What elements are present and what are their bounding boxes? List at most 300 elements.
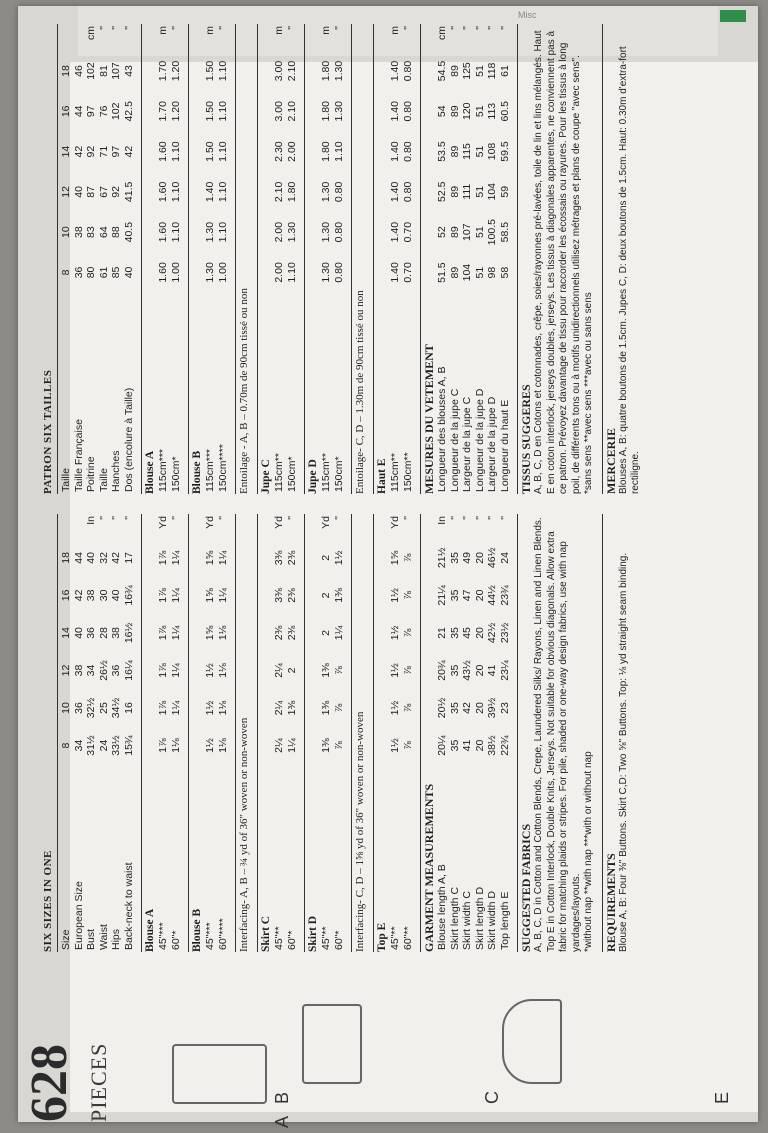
garment-sketch-e	[502, 999, 562, 1084]
table-cell: 40	[72, 627, 85, 639]
row-label: 150cm*	[332, 456, 345, 492]
table-cell: 21	[436, 627, 448, 639]
table-cell: 54.5	[436, 60, 448, 82]
table-row	[449, 514, 462, 952]
unit-cell: In	[436, 516, 448, 525]
table-cell: 21¼	[436, 585, 448, 606]
table-cell: 1.40	[389, 262, 401, 283]
unit-cell: "	[110, 26, 122, 30]
french-header: PATRON SIX TAILLES	[42, 24, 58, 494]
table-cell: 1.30	[204, 262, 216, 283]
table-row	[474, 514, 487, 952]
table-cell: 1.80	[320, 141, 332, 162]
table-row	[60, 24, 73, 494]
table-cell: 1.10	[169, 221, 182, 243]
table-cell: 0.70	[401, 221, 414, 243]
table-cell: 2.30	[273, 141, 285, 162]
table-cell: 32½	[85, 697, 97, 719]
table-cell: 2	[320, 630, 332, 636]
table-cell: 80	[85, 266, 97, 279]
table-row	[157, 514, 170, 952]
table-cell: 1⅝	[389, 550, 401, 566]
table-cell: 83	[85, 226, 97, 238]
table-cell: 26½	[97, 660, 110, 681]
table-cell: 1⅛	[216, 738, 229, 753]
table-cell: 25	[97, 702, 110, 714]
unit-cell: m	[273, 26, 285, 35]
table-cell: 67	[97, 186, 110, 198]
table-cell: 41.5	[122, 181, 135, 203]
table-cell: 71	[97, 145, 110, 158]
unit-cell: "	[486, 26, 498, 30]
table-cell: 34	[72, 739, 85, 752]
unit-cell: "	[169, 26, 182, 30]
table-row	[217, 24, 230, 494]
unit-cell: "	[473, 26, 486, 30]
table-cell: 89	[448, 185, 461, 198]
table-cell: 52.5	[436, 181, 448, 202]
table-cell: 1⅜	[320, 738, 332, 753]
unit-cell: "	[332, 26, 345, 30]
table-cell: 1½	[389, 663, 401, 678]
table-cell: 18	[60, 552, 72, 564]
table-cell: 1⅞	[157, 550, 169, 566]
table-cell: 89	[448, 226, 461, 239]
table-cell: 44	[72, 552, 85, 564]
table-cell: 35	[448, 627, 461, 639]
requirements-title: REQUIREMENTS	[602, 514, 618, 952]
unit-cell: "	[122, 516, 135, 520]
row-label: Size	[60, 929, 72, 950]
table-cell: 1.30	[204, 221, 216, 243]
unit-cell: "	[401, 516, 414, 520]
jupe-d-title: Jupe D	[307, 459, 319, 494]
table-cell: 36	[72, 266, 85, 279]
skirt-c-table	[273, 514, 298, 952]
table-cell: 2	[285, 667, 298, 674]
table-cell: 1⅜	[285, 700, 298, 716]
row-label: Longueur de la jupe D	[473, 388, 486, 492]
row-label: 60"*	[332, 930, 345, 950]
table-row	[486, 514, 499, 952]
blouse-b-table	[204, 514, 229, 952]
table-cell: 85	[110, 266, 122, 279]
table-cell: 42½	[486, 622, 498, 644]
row-label: 45"**	[320, 926, 332, 950]
table-row	[461, 24, 474, 494]
unit-cell: "	[486, 516, 498, 520]
table-cell: 35	[448, 664, 461, 677]
interfacing-cd: Interfacing- C, D – 1⅝ yd of 36" woven or non-woven	[351, 514, 367, 952]
table-row	[73, 514, 86, 952]
table-row	[436, 514, 449, 952]
row-label: Waist	[97, 924, 110, 950]
table-cell: 16½	[122, 622, 135, 644]
table-cell: 16¼	[122, 660, 135, 681]
mercerie-title: MERCERIE	[602, 24, 618, 494]
requirements-text: Blouse A, B: Four ⅜" Buttons. Skirt C,D: Two ⅝" Buttons. Top: ⅛ yd straight seam binding.	[617, 552, 629, 952]
table-cell: 43½	[461, 660, 473, 681]
table-cell: 51	[473, 105, 486, 118]
table-cell: 23¼	[498, 660, 511, 681]
table-row	[60, 514, 73, 952]
table-row	[333, 24, 346, 494]
table-cell: 1.50	[204, 60, 216, 82]
table-cell: 58.5	[498, 221, 511, 243]
table-cell: 104	[461, 263, 473, 282]
unit-cell: "	[285, 516, 298, 520]
table-cell: 43	[122, 65, 135, 77]
row-label: 60"*	[169, 930, 182, 950]
unit-cell	[60, 24, 73, 51]
table-row	[286, 24, 299, 494]
table-cell: 61	[498, 65, 511, 77]
table-cell: 20	[473, 664, 486, 677]
entoilage-ab: Entoilage - A, B – 0.70m de 90cm tissé ou non	[235, 24, 251, 494]
table-cell: 41	[461, 739, 473, 752]
table-cell: 1½	[389, 588, 401, 603]
unit-cell: m	[389, 26, 401, 35]
table-cell: 115	[461, 143, 473, 160]
table-cell: 46	[72, 65, 85, 77]
table-cell: 2¼	[273, 663, 285, 678]
unit-cell: m	[320, 26, 332, 35]
table-cell: 2.10	[285, 60, 298, 82]
row-label: Taille	[60, 468, 72, 492]
table-cell: 0.80	[332, 181, 345, 203]
table-row	[499, 24, 512, 494]
table-row	[170, 514, 183, 952]
table-cell: 92	[85, 145, 97, 158]
table-row	[110, 514, 123, 952]
table-cell: 42	[72, 589, 85, 602]
table-cell: 24	[498, 552, 511, 564]
row-label: Largeur de la jupe D	[486, 396, 498, 492]
table-cell: 42	[72, 145, 85, 158]
table-cell: 1⅞	[157, 738, 169, 753]
unit-cell: cm	[85, 26, 97, 40]
table-cell: 120	[461, 102, 473, 120]
row-label: Hanches	[110, 450, 122, 492]
table-cell: 0.80	[401, 141, 414, 162]
table-cell: 34½	[110, 697, 122, 719]
unit-cell: Yd	[273, 516, 285, 529]
table-cell: 30	[97, 589, 110, 602]
unit-cell: "	[461, 26, 473, 30]
table-cell: 23	[498, 702, 511, 714]
table-cell: 102	[110, 102, 122, 121]
unit-cell	[73, 24, 86, 51]
table-cell: 16	[60, 589, 72, 602]
table-cell: 22¾	[498, 735, 511, 756]
table-cell: 0.80	[332, 221, 345, 243]
unit-cell	[73, 514, 86, 539]
table-cell: 21½	[436, 547, 448, 569]
table-row	[402, 514, 415, 952]
table-cell: 60.5	[498, 101, 511, 122]
table-cell: 104	[486, 182, 498, 201]
row-label: Skirt width D	[486, 891, 498, 950]
table-cell: ⅞	[332, 666, 345, 675]
garment-measurements-title: GARMENT MEASUREMENTS	[420, 514, 436, 952]
garment-measurements-table	[436, 514, 511, 952]
table-cell: 23½	[498, 622, 511, 644]
table-cell: 20	[473, 589, 486, 602]
row-label: Top length E	[498, 891, 511, 950]
view-label-b: B	[272, 1091, 292, 1104]
table-cell: 8	[60, 742, 72, 749]
row-label: Longueur de la jupe C	[448, 388, 461, 492]
interfacing-ab: Interfacing- A, B – ¾ yd of 36" woven or non-woven	[235, 514, 251, 952]
row-label: 150cm*	[285, 456, 298, 492]
nap-note-fr: *sans sens **avec sens ***avec ou sans sens	[583, 292, 594, 494]
table-cell: 89	[448, 105, 461, 118]
table-cell: 51	[473, 65, 486, 77]
view-label-c: C	[482, 1091, 502, 1104]
view-label-e: E	[712, 1091, 732, 1104]
table-cell: 38½	[486, 735, 498, 756]
table-row	[474, 24, 487, 494]
table-cell: 81	[97, 65, 110, 77]
blouse-b-title: Blouse B	[191, 908, 203, 952]
row-label: Back-neck to waist	[122, 862, 135, 950]
tissus-title: TISSUS SUGGERES	[517, 24, 533, 494]
table-row	[499, 514, 512, 952]
table-row	[98, 514, 111, 952]
english-header: SIX SIZES IN ONE	[42, 514, 58, 952]
unit-cell: m	[157, 26, 169, 35]
haut-e-title: Haut E	[376, 458, 388, 494]
table-cell: 41	[486, 664, 498, 677]
table-cell: 36	[85, 627, 97, 639]
unit-cell	[60, 514, 73, 539]
row-label: 150cm*	[169, 456, 182, 492]
table-row	[273, 514, 286, 952]
table-cell: 3.00	[273, 101, 285, 122]
table-cell: 49	[461, 552, 473, 564]
size-table-en	[60, 514, 135, 952]
view-label-a: A	[272, 1115, 292, 1128]
row-label: Bust	[85, 928, 97, 950]
table-cell: 1.40	[389, 221, 401, 243]
row-label: Skirt length D	[473, 886, 486, 950]
table-row	[204, 514, 217, 952]
table-cell: 23¾	[498, 585, 511, 606]
table-cell: 12	[60, 664, 72, 677]
table-cell: 1.60	[157, 141, 169, 162]
table-cell: 1.60	[157, 262, 169, 283]
table-cell: 33½	[110, 735, 122, 756]
table-cell: ⅞	[332, 703, 345, 713]
table-cell: 2⅜	[285, 625, 298, 641]
table-cell: 98	[486, 266, 498, 279]
table-cell: 1.10	[216, 181, 229, 203]
table-cell: 35	[448, 552, 461, 564]
table-cell: 42	[461, 702, 473, 714]
table-cell: 46½	[486, 547, 498, 569]
table-cell: 20½	[436, 697, 448, 719]
top-e-title: Top E	[376, 922, 388, 952]
row-label: Taille	[97, 468, 110, 492]
table-row	[402, 24, 415, 494]
table-cell: 100.5	[486, 219, 498, 246]
brand-tag-text: Misc	[518, 10, 537, 20]
table-cell: 40	[85, 552, 97, 564]
table-row	[486, 24, 499, 494]
table-cell: 51.5	[436, 262, 448, 283]
table-cell: 1.30	[320, 262, 332, 283]
table-cell: 89	[448, 266, 461, 279]
table-cell: 1⅜	[332, 588, 345, 603]
table-cell: 59.5	[498, 141, 511, 162]
table-cell: 44	[72, 105, 85, 118]
table-cell: 34	[85, 664, 97, 677]
nap-note: *without nap **with nap ***with or without nap	[583, 751, 594, 952]
table-cell: 8	[60, 269, 72, 276]
table-cell: 1.00	[216, 262, 229, 283]
table-cell: 42.5	[122, 101, 135, 122]
table-cell: 20	[473, 739, 486, 752]
table-cell: 51	[473, 226, 486, 239]
table-cell: 1½	[204, 700, 216, 716]
skirt-c-title: Skirt C	[260, 915, 272, 952]
jupe-c-table	[273, 24, 298, 494]
table-cell: 1¼	[169, 700, 182, 716]
unit-cell: cm	[436, 26, 448, 40]
table-cell: 1½	[332, 550, 345, 566]
tissus-text: A, B, C, D en Cotons et cotonnades, crêpe, soies/rayonnes pré-lavées, toile de lin et lins mélangés. Haut E en coton interlock, jerseys doubles, jerseys. Les tissus à diagonales apparentes, ne conviennent pas à ce patron. Prévoyez davantage de tissu pour raccorder les écossais ou rayures. Pour les tissus à long poil, de différents tons ou à motifs unidirectionnels utilisez métrages et plans de coupe "avec sens".	[533, 30, 582, 494]
row-label: 45"***	[157, 922, 169, 950]
table-cell: 92	[110, 186, 122, 198]
unit-cell: In	[85, 516, 97, 525]
table-cell: 20¼	[436, 735, 448, 756]
table-cell: 1¼	[332, 625, 345, 641]
table-cell: 1.80	[285, 181, 298, 203]
table-cell: 1.60	[157, 181, 169, 203]
table-cell: 2⅜	[285, 588, 298, 603]
row-label: 115cm**	[320, 453, 332, 492]
table-row	[286, 514, 299, 952]
blouse-b-title-fr: Blouse B	[191, 450, 203, 494]
table-cell: 125	[461, 62, 473, 80]
table-cell: 1¼	[169, 663, 182, 678]
table-cell: 1.40	[389, 181, 401, 203]
unit-cell: Yd	[157, 516, 169, 529]
unit-cell: "	[401, 26, 414, 30]
table-cell: 64	[97, 226, 110, 238]
table-cell: 2.10	[273, 181, 285, 203]
unit-cell: m	[204, 26, 216, 35]
table-cell: ⅞	[401, 628, 414, 638]
table-cell: 16	[122, 702, 135, 714]
table-cell: 2¼	[273, 738, 285, 753]
row-label: 115cm**	[273, 453, 285, 492]
table-row	[273, 24, 286, 494]
table-row	[449, 24, 462, 494]
pattern-number: 628	[21, 1044, 78, 1122]
table-cell: 1⅝	[204, 625, 216, 641]
table-cell: 1.20	[169, 101, 182, 122]
row-label: 60"****	[216, 918, 229, 950]
jupe-d-table	[320, 24, 345, 494]
mercerie-text: Blouses A, B: quatre boutons de 1.5cm. Jupes C, D: deux boutons de 1.5cm. Haut: 0.30m d'extra-fort rectiligne.	[617, 46, 641, 494]
row-label: 60"*	[285, 930, 298, 950]
table-cell: 1.30	[332, 60, 345, 82]
row-label: European Size	[72, 881, 85, 950]
table-cell: 51	[473, 185, 486, 198]
table-cell: 42	[122, 145, 135, 158]
table-cell: 1½	[389, 625, 401, 641]
french-column	[42, 24, 643, 494]
table-cell: 1.50	[204, 141, 216, 162]
row-label: 150cm****	[216, 444, 229, 492]
table-cell: 12	[60, 186, 72, 198]
table-cell: 97	[110, 145, 122, 158]
unit-cell: "	[448, 26, 461, 30]
table-row	[85, 24, 98, 494]
row-label: Longueur des blouses A, B	[436, 366, 448, 492]
unit-cell: "	[97, 26, 110, 30]
table-cell: 14	[60, 627, 72, 639]
table-cell: 32	[97, 552, 110, 564]
table-cell: 20	[473, 702, 486, 714]
table-cell: 1½	[389, 738, 401, 753]
table-cell: 1½	[204, 738, 216, 753]
table-cell: 88	[110, 226, 122, 238]
garment-sketch-b	[172, 1044, 267, 1104]
unit-cell: Yd	[320, 516, 332, 529]
table-cell: 20	[473, 552, 486, 564]
table-cell: 0.80	[401, 101, 414, 122]
table-cell: 89	[448, 145, 461, 158]
table-row	[436, 24, 449, 494]
table-cell: 1.00	[169, 262, 182, 283]
table-cell: 53.5	[436, 141, 448, 162]
table-cell: 44½	[486, 585, 498, 606]
table-cell: 1.10	[216, 141, 229, 162]
table-cell: 40.5	[122, 221, 135, 243]
row-label: Dos (encolure à Taille)	[122, 387, 135, 492]
table-cell: 20	[473, 627, 486, 639]
table-cell: 1½	[204, 663, 216, 678]
unit-cell: "	[169, 516, 182, 520]
table-cell: 113	[486, 102, 498, 120]
table-cell: 20¾	[436, 660, 448, 681]
table-cell: 47	[461, 589, 473, 602]
table-cell: 1.50	[204, 101, 216, 122]
table-cell: 1.40	[389, 60, 401, 82]
size-table-fr	[60, 24, 135, 494]
row-label: 45"**	[389, 926, 401, 950]
table-cell: 1¼	[169, 625, 182, 641]
table-row	[73, 24, 86, 494]
row-label: Blouse length A, B	[436, 864, 448, 950]
table-cell: 16	[60, 105, 72, 118]
blouse-a-title-fr: Blouse A	[144, 450, 156, 494]
row-label: 60"**	[401, 926, 414, 950]
table-cell: 76	[97, 105, 110, 118]
unit-cell: "	[473, 516, 486, 520]
row-label: Poitrine	[85, 456, 97, 492]
table-row	[333, 514, 346, 952]
table-cell: 1.40	[389, 101, 401, 122]
pieces-label: PIECES	[86, 1042, 111, 1122]
table-row	[98, 24, 111, 494]
table-cell: 1⅞	[157, 663, 169, 678]
unit-cell: Yd	[204, 516, 216, 529]
table-cell: 1.70	[157, 60, 169, 82]
top-e-table	[389, 514, 414, 952]
